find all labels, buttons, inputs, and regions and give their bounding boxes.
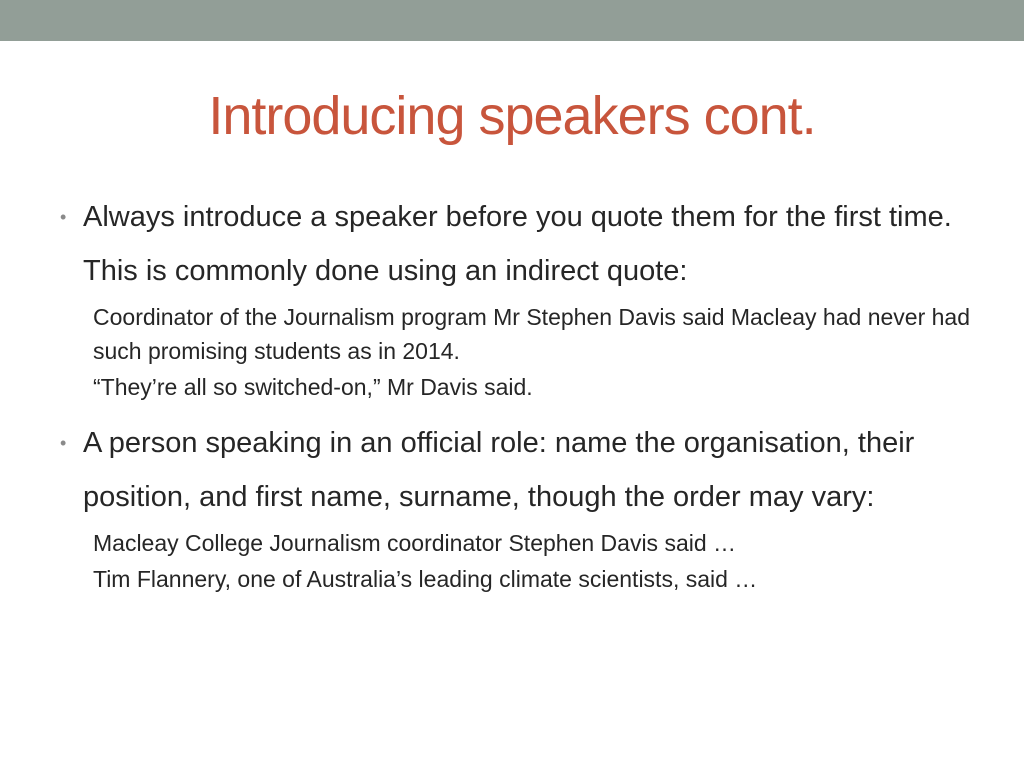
example-2-1: Macleay College Journalism coordinator Stephen Davis said … — [93, 530, 737, 556]
example-1-1: Coordinator of the Journalism program Mr Stephen Davis said Macleay had never had such promising students as in 2014. — [93, 304, 970, 364]
bullet-text-1: Always introduce a speaker before you quote them for the first time. This is commonly done using an indirect quote: — [83, 201, 952, 287]
slide-title: Introducing speakers cont. — [208, 86, 816, 146]
top-accent-bar — [0, 0, 1024, 41]
slide-body — [60, 190, 980, 608]
bullet-dot-icon: • — [60, 433, 67, 453]
example-list-2 — [60, 526, 980, 596]
example-1-2: “They’re all so switched-on,” Mr Davis said. — [93, 374, 533, 400]
bullet-dot-icon: • — [60, 207, 67, 227]
bullet-text-2: A person speaking in an official role: name the organisation, their position, and first name, surname, though the order may vary: — [83, 427, 915, 513]
example-list-1 — [60, 300, 980, 404]
example-2-2: Tim Flannery, one of Australia’s leading climate scientists, said … — [93, 566, 758, 592]
bullet-item-2 — [60, 416, 980, 524]
bullet-item-1 — [60, 190, 980, 298]
